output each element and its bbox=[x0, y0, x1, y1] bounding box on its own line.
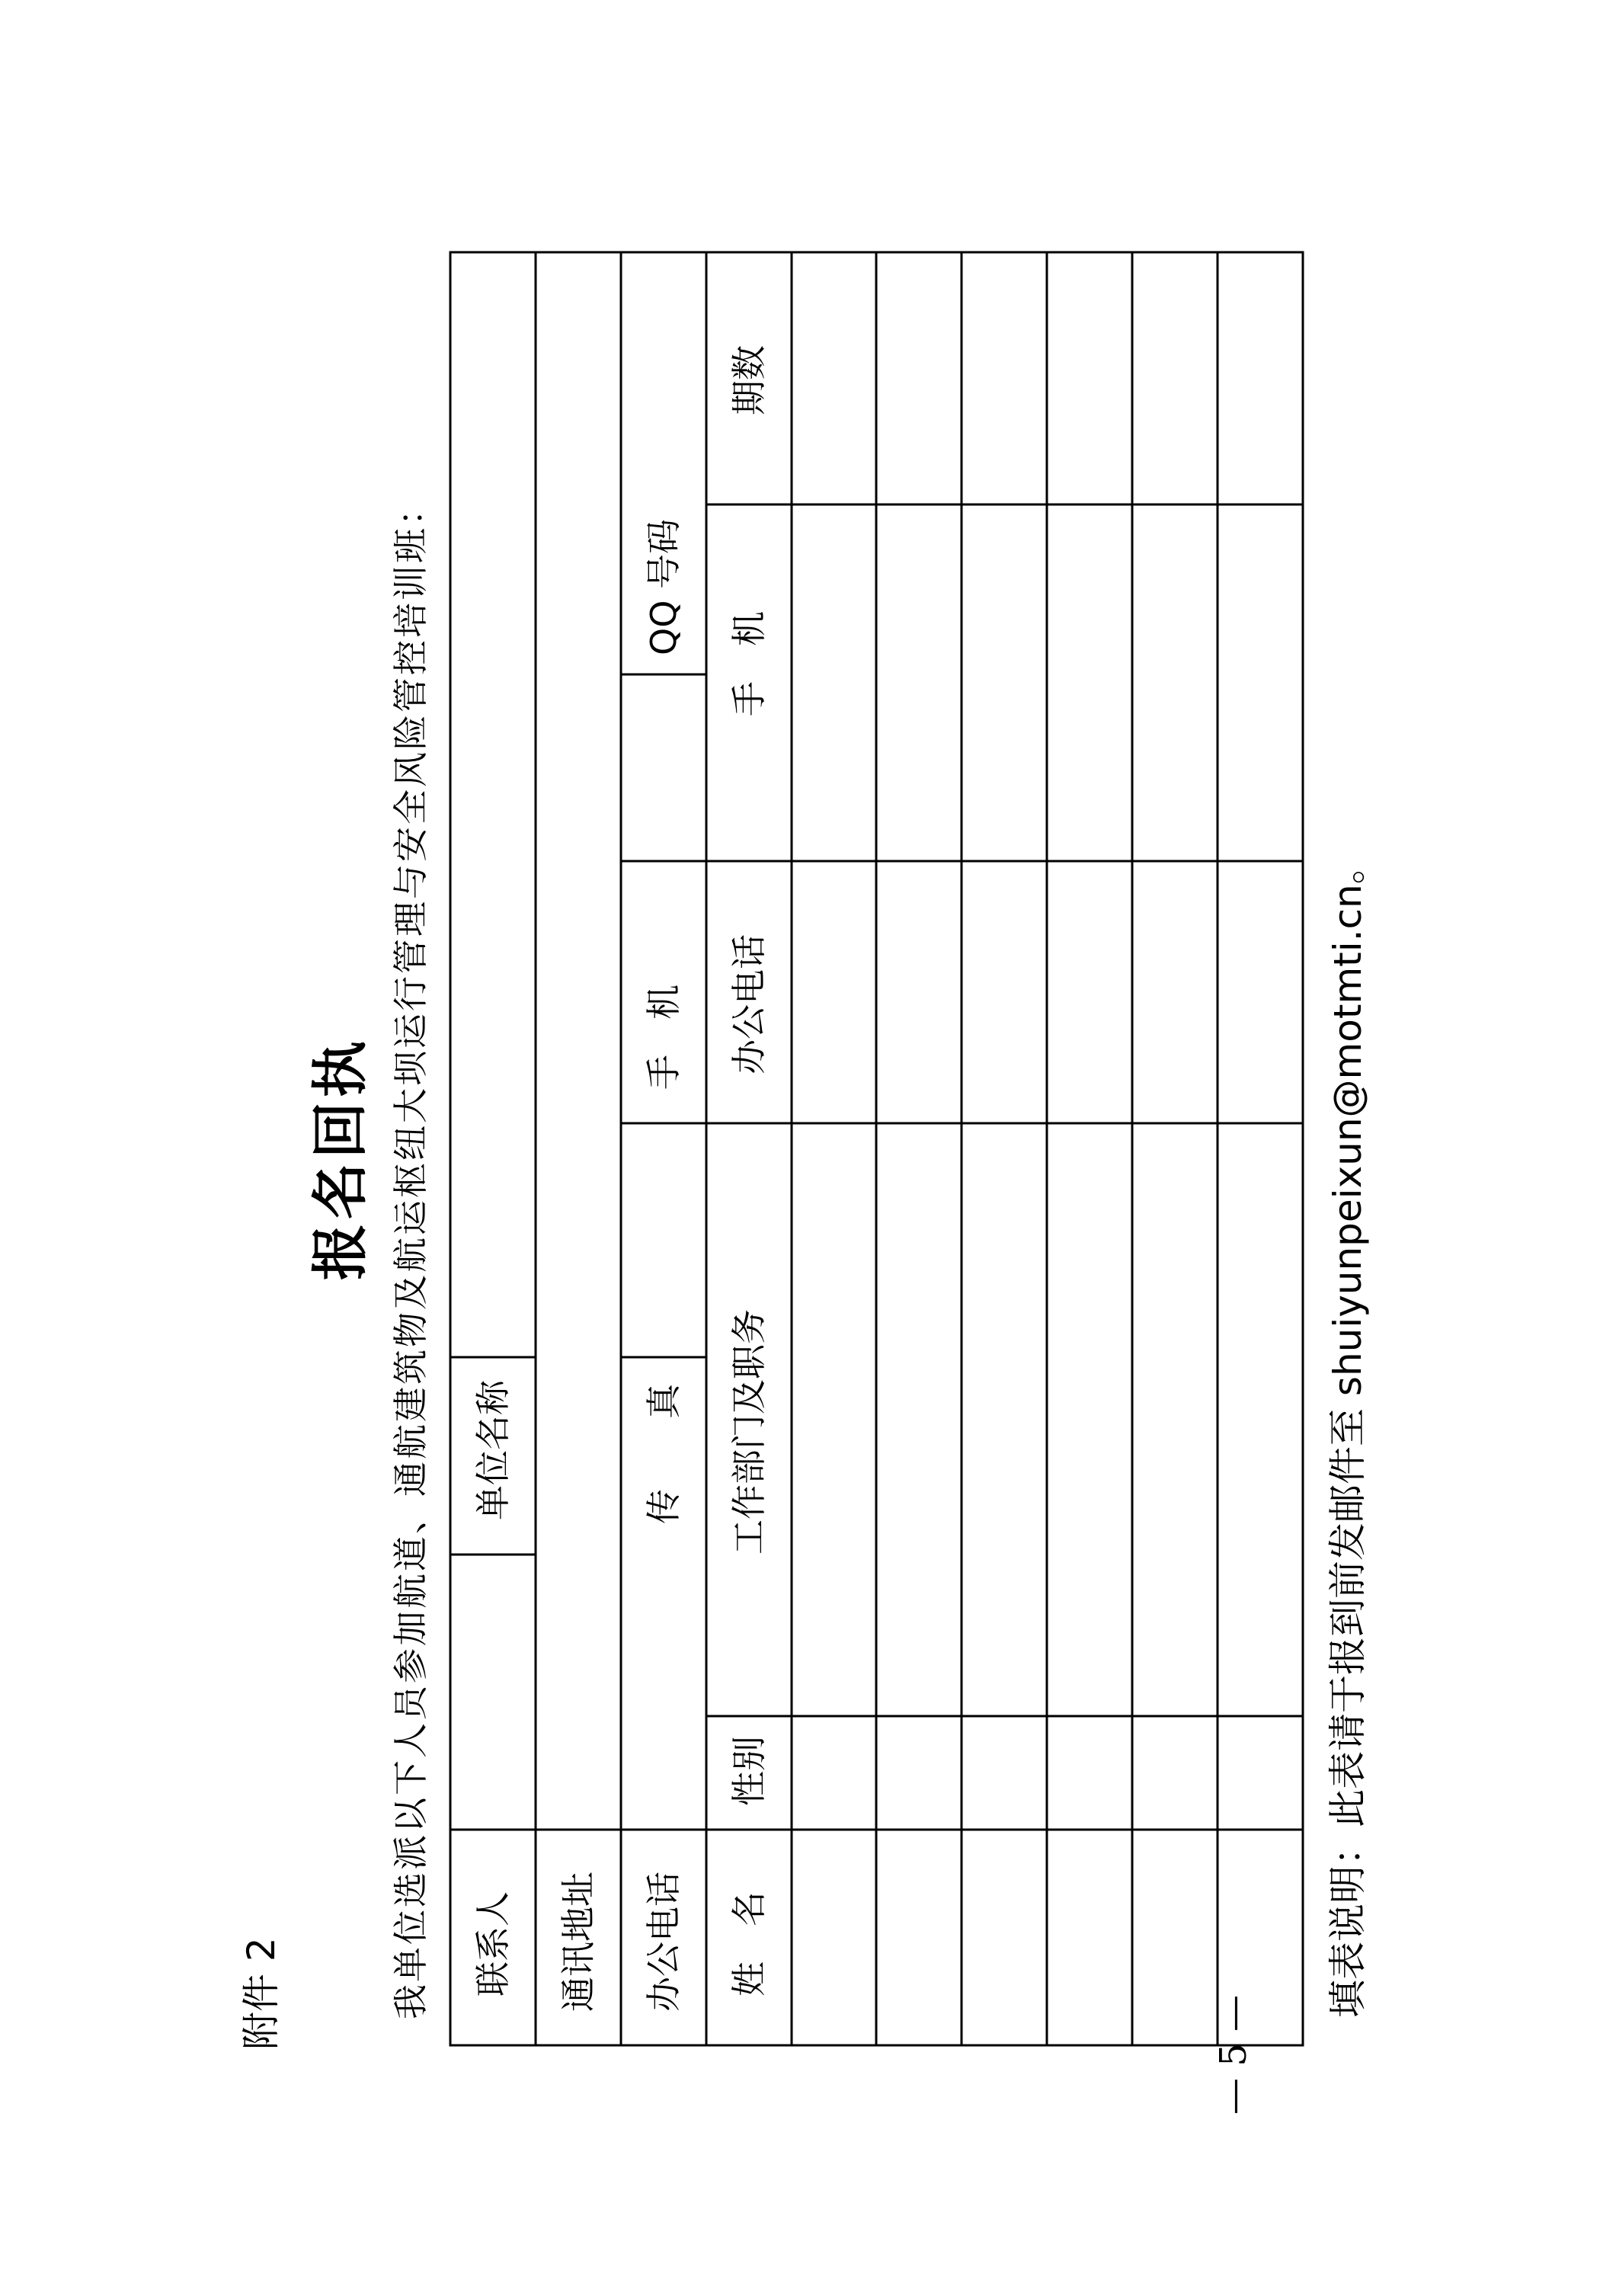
header-office-phone: 办公电话 bbox=[728, 934, 770, 1074]
attachment-label: 附件 2 bbox=[239, 1937, 283, 2050]
address-label: 通讯地址 bbox=[558, 1872, 599, 2012]
mobile-label: 手 机 bbox=[643, 985, 684, 1090]
page-number: — 5 — bbox=[1212, 1994, 1255, 2115]
fax-label: 传 真 bbox=[643, 1384, 684, 1524]
header-name: 姓 名 bbox=[728, 1891, 770, 1997]
header-mobile: 手 机 bbox=[728, 611, 770, 716]
header-gender: 性别 bbox=[728, 1736, 770, 1806]
fill-note: 填表说明：此表请于报到前发邮件至 shuiyunpeixun@motmti.cn。 bbox=[1326, 846, 1370, 2018]
unit-name-label: 单位名称 bbox=[472, 1380, 514, 1520]
intro-text: 我单位选派以下人员参加航道、通航建筑物及航运枢纽大坝运行管理与安全风险管控培训班： bbox=[390, 488, 431, 2019]
qq-label: QQ 号码 bbox=[643, 518, 684, 655]
header-dept-duty: 工作部门及职务 bbox=[728, 1309, 770, 1555]
office-phone-label: 办公电话 bbox=[643, 1872, 684, 2012]
contact-label: 联系人 bbox=[472, 1891, 514, 1997]
page-title: 报名回执 bbox=[308, 1036, 373, 1280]
header-session: 期数 bbox=[728, 345, 770, 415]
